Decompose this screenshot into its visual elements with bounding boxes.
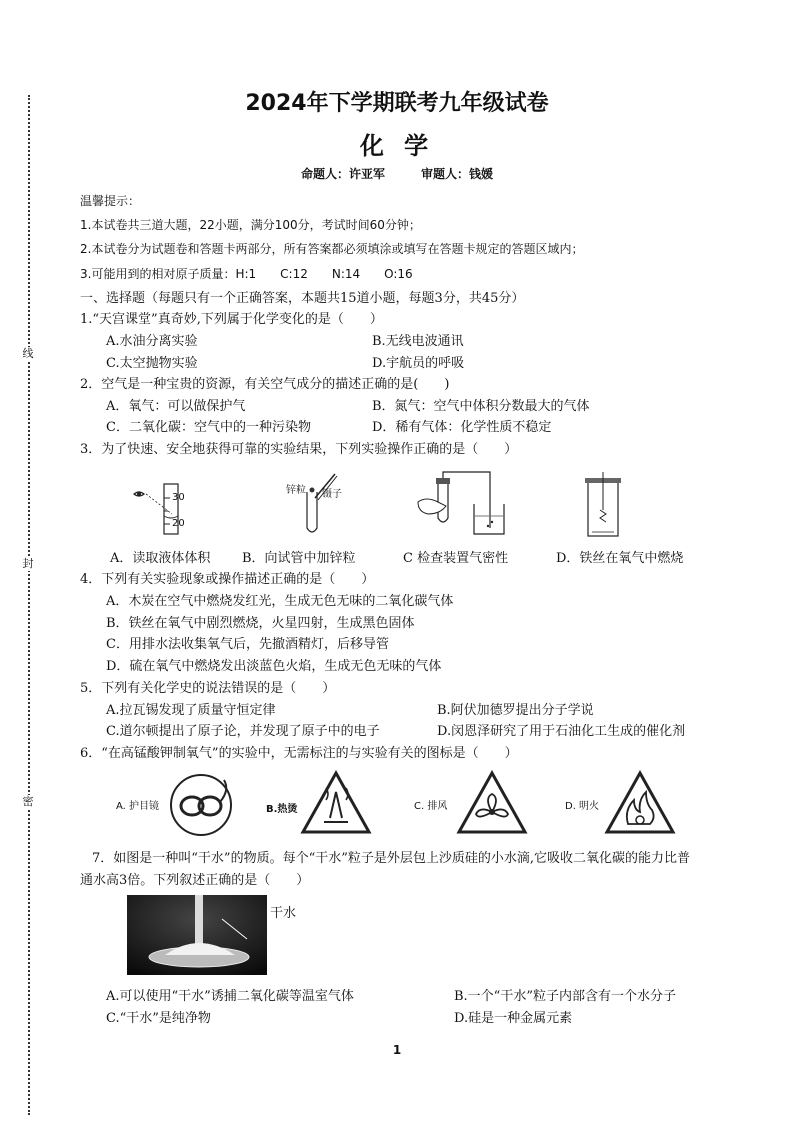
q4-stem: 4．下列有关实验现象或操作描述正确的是（ ） [80,572,375,587]
reading-cylinder-figure [128,478,188,538]
q3-stem: 3．为了快速、安全地获得可靠的实验结果，下列实验操作正确的是（ ） [80,442,518,457]
dry-water-photo [127,895,267,975]
q6-option-a: A. 护目镜 [116,801,160,812]
binding-line [28,95,30,1115]
authors-line: 命题人：许亚军 审题人：钱媛 [300,167,493,181]
q2-option-a: A．氧气：可以做保护气 [106,399,246,414]
ventilation-icon [456,770,528,836]
tips-heading: 温馨提示： [80,194,141,208]
airtightness-figure [410,468,510,540]
q4-option-b: B．铁丝在氧气中剧烈燃烧，火星四射，生成黑色固体 [106,616,415,631]
tip-item: 3.可能用到的相对原子质量：H:1 C:12 N:14 O:16 [80,267,413,281]
q2-option-d: D．稀有气体：化学性质不稳定 [372,420,552,435]
subject-title: 化 学 [359,132,435,160]
q4-option-d: D．硫在氧气中燃烧发出淡蓝色火焰，生成无色无味的气体 [106,659,442,674]
cylinder-tick-label: 20 [172,518,185,529]
cylinder-tick-label: 30 [172,492,185,503]
page-number: 1 [392,1043,402,1057]
dry-water-label: 干水 [270,906,297,921]
q3-option-c: C 检查装置气密性 [403,551,509,566]
q6-option-b: B.热烫 [266,804,298,815]
q1-option-c: C.太空抛物实验 [106,356,198,371]
q5-option-c: C.道尔顿提出了原子论，并发现了原子中的电子 [106,724,380,739]
q5-option-b: B.阿伏加德罗提出分子学说 [437,703,594,718]
hot-surface-icon [300,770,372,836]
q7-option-c: C.“干水”是纯净物 [106,1011,211,1026]
tip-item: 1.本试卷共三道大题，22小题，满分100分，考试时间60分钟； [80,218,421,232]
binding-char-secret: 密 [20,795,36,809]
open-flame-icon [604,770,676,836]
q7-option-a: A.可以使用“干水”诱捕二氧化碳等温室气体 [106,989,354,1004]
q2-option-b: B．氮气：空气中体积分数最大的气体 [372,399,590,414]
q3-option-b: B．向试管中加锌粒 [242,551,356,566]
q1-option-b: B.无线电波通讯 [372,334,464,349]
goggles-icon [168,772,234,838]
exam-title: 2024年下学期联考九年级试卷 [245,91,549,116]
q2-stem: 2．空气是一种宝贵的资源，有关空气成分的描述正确的是( ) [80,377,450,392]
zinc-label: 锌粒 [286,485,306,496]
q2-option-c: C．二氧化碳：空气中的一种污染物 [106,420,311,435]
tweezers-label: 镊子 [322,489,342,500]
section-heading: 一、选择题（每题只有一个正确答案，本题共15道小题，每题3分，共45分） [80,291,525,306]
q6-stem: 6．“在高锰酸钾制氧气”的实验中，无需标注的与实验有关的图标是（ ） [80,746,518,761]
q1-stem: 1.“天宫课堂”真奇妙,下列属于化学变化的是（ ） [80,312,383,327]
q4-option-a: A．木炭在空气中燃烧发红光，生成无色无味的二氧化碳气体 [106,594,454,609]
q5-option-d: D.闵恩泽研究了用于石油化工生成的催化剂 [437,724,686,739]
tip-item: 2.本试卷分为试题卷和答题卡两部分，所有答案都必须填涂或填写在答题卡规定的答题区域内； [80,242,584,256]
iron-wire-figure [582,470,632,542]
q3-option-a: A．读取液体体积 [110,551,211,566]
binding-char-seal: 封 [20,557,36,571]
q6-option-c: C. 排风 [414,801,448,812]
q3-option-d: D．铁丝在氧气中燃烧 [556,551,684,566]
q5-stem: 5．下列有关化学史的说法错误的是（ ） [80,681,336,696]
q1-option-a: A.水油分离实验 [106,334,198,349]
q6-option-d: D. 明火 [565,801,600,812]
q4-option-c: C．用排水法收集氧气后，先撤酒精灯，后移导管 [106,637,389,652]
binding-char-line: 线 [20,347,36,361]
q7-stem-line2: 通水高3倍。下列叙述正确的是（ ） [80,873,310,888]
q5-option-a: A.拉瓦锡发现了质量守恒定律 [106,703,276,718]
q7-option-d: D.硅是一种金属元素 [454,1011,573,1026]
q1-option-d: D.宇航员的呼吸 [372,356,465,371]
q7-option-b: B.一个“干水”粒子内部含有一个水分子 [454,989,676,1004]
q7-stem-line1: 7．如图是一种叫“干水”的物质。每个“干水”粒子是外层包上沙质硅的小水滴,它吸收二氧化碳的能力比普 [92,851,690,866]
